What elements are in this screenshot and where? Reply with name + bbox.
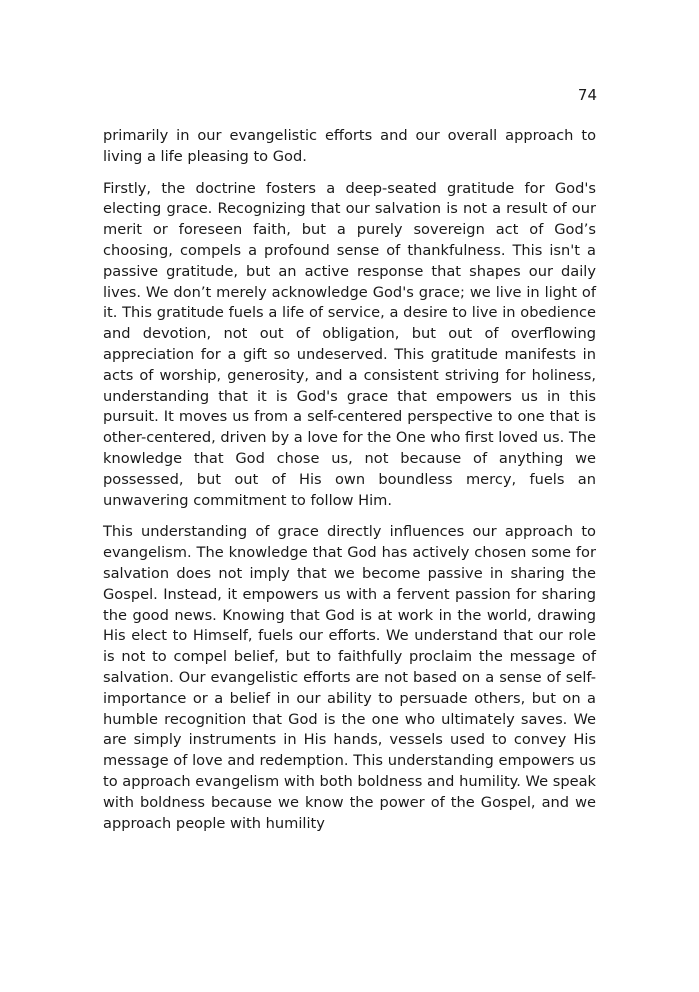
page-number: 74 bbox=[577, 86, 597, 104]
paragraph-1: primarily in our evangelistic efforts and our overall approach to living a life pleasing to God. bbox=[103, 127, 596, 165]
paragraph-2: Firstly, the doctrine fosters a deep-seated gratitude for God's electing grace. Recognizing that our salvation is not a result of our merit or foreseen faith, but a purely sovereign act of God’s choosing, compels a profound sense of thankfulness. This isn't a passive gratitude, but an active response that shapes our daily lives. We don’t merely acknowledge God's grace; we live in light of it. This gratitude fuels a life of service, a desire to live in obedience and devotion, not out of obligation, but out of overflowing appreciation for a gift so undeserved. This gratitude manifests in acts of worship, generosity, and a consistent striving for holiness, understanding that it is God's grace that empowers us in this pursuit. It moves us from a self-centered perspective to one that is other-centered, driven by a love for the One who first loved us. The knowledge that God chose us, not because of anything we possessed, but out of His own boundless mercy, fuels an unwavering commitment to follow Him. bbox=[103, 179, 596, 509]
paragraph-3: This understanding of grace directly influences our approach to evangelism. The knowledge that God has actively chosen some for salvation does not imply that we become passive in sharing the Gospel. Instead, it empowers us with a fervent passion for sharing the good news. Knowing that God is at work in the world, drawing His elect to Himself, fuels our efforts. We understand that our role is not to compel belief, but to faithfully proclaim the message of salvation. Our evangelistic efforts are not based on a sense of self-importance or a belief in our ability to persuade others, but on a humble recognition that God is the one who ultimately saves. We are simply instruments in His hands, vessels used to convey His message of love and redemption. This understanding empowers us to approach evangelism with both boldness and humility. We speak with boldness because we know the power of the Gospel, and we approach people with humility bbox=[103, 523, 596, 832]
page-body bbox=[103, 126, 596, 845]
